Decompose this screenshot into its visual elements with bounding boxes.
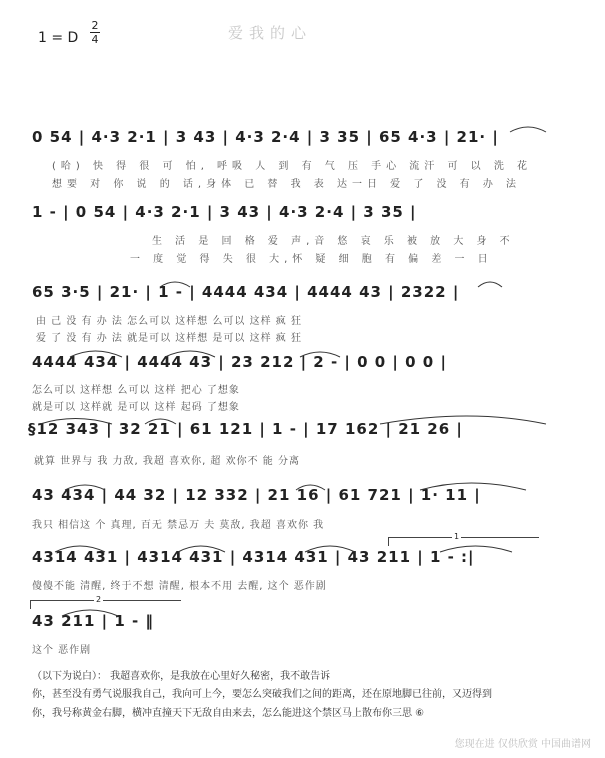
lyric-line-8: 这个 恶作剧 bbox=[32, 645, 92, 656]
slur-arc bbox=[178, 546, 225, 552]
key-signature: 1 = D bbox=[38, 30, 79, 46]
lyric-line-1b: 想要 对 你 说 的 话,身体 已 替 我 表 达一日 爱 了 没 有 办 法 bbox=[52, 179, 522, 190]
lyric-line-1a: (哈) 快 得 很 可 怕, 呼吸 人 到 有 气 压 手心 流汗 可 以 洗 花 bbox=[52, 161, 533, 172]
time-signature-top: 2 bbox=[91, 19, 99, 32]
slur-arc bbox=[65, 485, 105, 490]
volta-number-1: 1 bbox=[454, 532, 460, 541]
notation-line-7: 4314 431 | 4314 431 | 4314 431 | 43 211 | 1 - :| bbox=[32, 548, 475, 566]
slur-arc bbox=[160, 282, 190, 287]
notation-line-3: 65 3·5 | 21· | 1 - | 4444 434 | 4444 43 | 2322 | bbox=[32, 283, 460, 301]
slur-arc bbox=[440, 546, 512, 552]
slur-arc bbox=[380, 416, 546, 424]
lyric-line-6: 我只 相信这 个 真理, 百无 禁忌万 夫 莫敌, 我超 喜欢你 我 bbox=[32, 520, 325, 531]
notation-line-1: 0 54 | 4·3 2·1 | 3 43 | 4·3 2·4 | 3 35 | 65 4·3 | 21· | bbox=[32, 128, 499, 146]
slur-arc bbox=[145, 419, 176, 424]
slur-arc bbox=[305, 546, 355, 552]
notation-line-5: §12 343 | 32 21 | 61 121 | 1 - | 17 162 | 21 26 | bbox=[28, 420, 463, 438]
slur-arc bbox=[300, 352, 340, 357]
notation-line-4: 4444 434 | 4444 43 | 23 212 | 2 - | 0 0 | 0 0 | bbox=[32, 353, 447, 371]
notation-line-6: 43 434 | 44 32 | 12 332 | 21 16 | 61 721 | 1· 11 | bbox=[32, 486, 481, 504]
slur-arc bbox=[296, 485, 325, 490]
lyric-line-3a: 由 己 没 有 办 法 怎么可以 这样想 么可以 这样 疯 狂 bbox=[36, 316, 302, 327]
lyric-line-4b: 就是可以 这样就 是可以 这样 起码 了想象 bbox=[32, 402, 240, 413]
lyric-line-3b: 爱 了 没 有 办 法 就是可以 这样想 是可以 这样 疯 狂 bbox=[36, 333, 302, 344]
slur-arc bbox=[165, 351, 215, 357]
slur-arc bbox=[420, 483, 526, 490]
notation-line-8: 43 211 | 1 - ‖ bbox=[32, 612, 154, 630]
slur-arc bbox=[40, 419, 112, 425]
watermark: 您现在进 仅供欣赏 中国曲谱网 bbox=[454, 739, 591, 750]
lyric-line-7: 傻傻不能 清醒, 终于不想 清醒, 根本不用 去醒, 这个 恶作剧 bbox=[32, 581, 327, 592]
volta-number-2: 2 bbox=[96, 595, 102, 604]
time-signature-bottom: 4 bbox=[91, 33, 99, 46]
song-title: 爱我的心 bbox=[228, 24, 313, 42]
lyric-line-2b: 一 度 觉 得 失 很 大,怀 疑 细 胞 有 偏 差 一 日 bbox=[130, 254, 493, 265]
notation-line-2: 1 - | 0 54 | 4·3 2·1 | 3 43 | 4·3 2·4 | 3 35 | bbox=[32, 203, 417, 221]
slur-arc bbox=[510, 127, 546, 132]
lyric-line-4a: 怎么可以 这样想 么可以 这样 把心 了想象 bbox=[32, 385, 240, 396]
slur-arc bbox=[478, 282, 502, 287]
spoken-line-3: 你，我号称黄金右脚，横冲直撞天下无敌自由来去，怎么能进这个禁区马上散布你三思 ⑥ bbox=[32, 708, 425, 719]
slur-arc bbox=[62, 610, 118, 616]
lyric-line-5: 就算 世界与 我 力敌, 我超 喜欢你, 超 欢你不 能 分离 bbox=[34, 456, 300, 467]
lyric-line-2a: 生 活 是 回 格 爱 声,音 悠 哀 乐 被 放 大 身 不 bbox=[152, 236, 515, 247]
slur-arc bbox=[70, 351, 122, 357]
spoken-line-2: 你，甚至没有勇气说服我自己，我向可上今，要怎么突破我们之间的距离，还在原地脚已往前，又迈得到 bbox=[32, 689, 492, 700]
slur-arc bbox=[55, 546, 105, 552]
spoken-line-1: （以下为说白）： 我超喜欢你，是我放在心里好久秘密，我不敢告诉 bbox=[32, 671, 331, 682]
